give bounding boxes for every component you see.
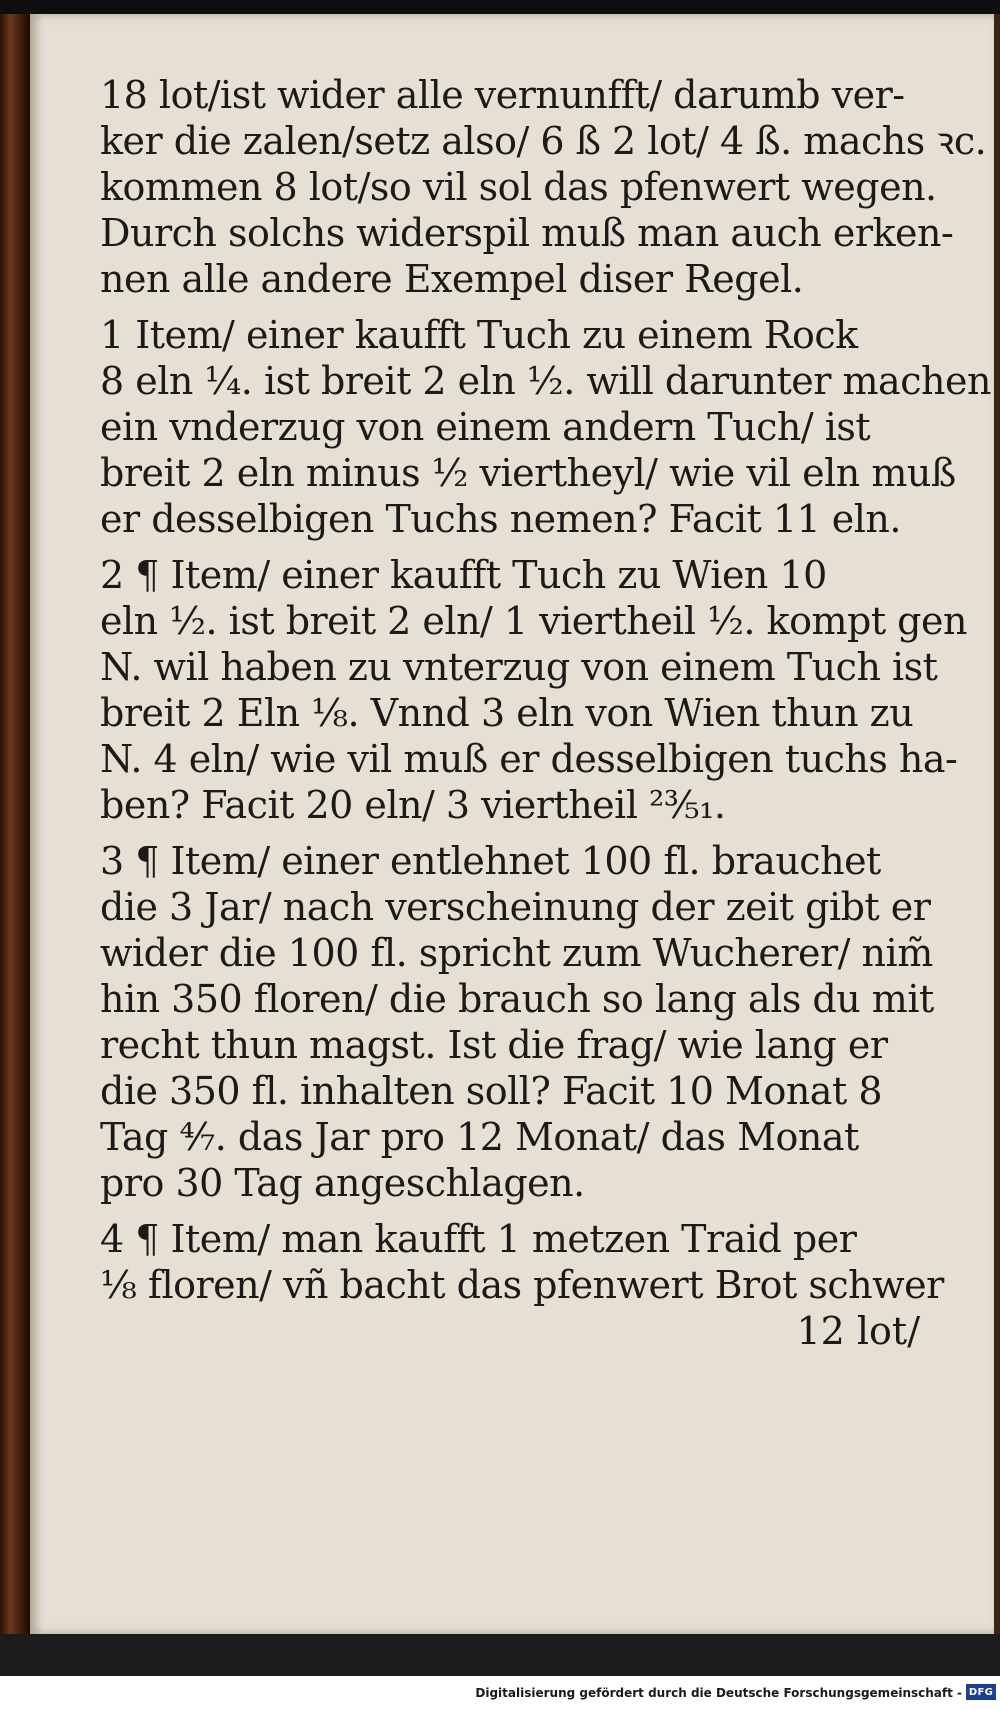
item-2-paragraph (100, 552, 967, 828)
page-right-edge (994, 14, 1000, 1634)
text-line: pro 30 Tag angeschlagen. (100, 1161, 585, 1205)
text-line: breit 2 Eln ⅛. Vnnd 3 eln von Wien thun zu (100, 691, 914, 735)
text-line: ben? Facit 20 eln/ 3 viertheil ²³⁄₅₁. (100, 783, 726, 827)
text-line: 8 eln ¼. ist breit 2 eln ½. will darunter machen (100, 359, 991, 403)
text-line: hin 350 floren/ die brauch so lang als du mit (100, 977, 934, 1021)
text-line: N. 4 eln/ wie vil muß er desselbigen tuchs ha- (100, 737, 958, 781)
book-spine-edge (0, 14, 30, 1634)
text-line: kommen 8 lot/so vil sol das pfenwert wegen. (100, 165, 937, 209)
item-3-paragraph (100, 838, 960, 1206)
text-line: Tag ⁴⁄₇. das Jar pro 12 Monat/ das Monat (100, 1115, 859, 1159)
intro-paragraph (100, 72, 987, 302)
catchword: 12 lot/ (796, 1309, 920, 1353)
digitization-footer (0, 1676, 1000, 1711)
text-line: breit 2 eln minus ½ viertheyl/ wie vil eln muß (100, 451, 956, 495)
text-line: die 3 Jar/ nach verscheinung der zeit gibt er (100, 885, 931, 929)
text-line: 18 lot/ist wider alle vernunfft/ darumb ver- (100, 73, 905, 117)
page-text (100, 72, 991, 1354)
text-line: er desselbigen Tuchs nemen? Facit 11 eln. (100, 497, 901, 541)
footer-credit: Digitalisierung gefördert durch die Deutsche Forschungsgemeinschaft - (475, 1686, 962, 1700)
text-line: ein vnderzug von einem andern Tuch/ ist (100, 405, 871, 449)
text-line: nen alle andere Exempel diser Regel. (100, 257, 804, 301)
scan-bottom-border (0, 1634, 1000, 1676)
text-line: 3 ¶ Item/ einer entlehnet 100 fl. brauchet (100, 839, 881, 883)
text-line: eln ½. ist breit 2 eln/ 1 viertheil ½. kompt gen (100, 599, 967, 643)
item-4-paragraph (100, 1216, 960, 1308)
text-line: 2 ¶ Item/ einer kaufft Tuch zu Wien 10 (100, 553, 827, 597)
text-line: wider die 100 fl. spricht zum Wucherer/ nim̃ (100, 931, 933, 975)
text-line: Durch solchs widerspil muß man auch erken- (100, 211, 954, 255)
text-line: 1 Item/ einer kaufft Tuch zu einem Rock (100, 313, 858, 357)
text-line: ⅛ floren/ vñ bacht das pfenwert Brot schwer (100, 1263, 944, 1307)
text-line: 4 ¶ Item/ man kaufft 1 metzen Traid per (100, 1217, 857, 1261)
text-line: ker die zalen/setz also/ 6 ß 2 lot/ 4 ß. machs ꝛc. (100, 119, 987, 163)
text-line: die 350 fl. inhalten soll? Facit 10 Monat 8 (100, 1069, 882, 1113)
item-1-paragraph (100, 312, 991, 542)
dfg-logo-icon: DFG (966, 1684, 996, 1700)
text-line: recht thun magst. Ist die frag/ wie lang er (100, 1023, 888, 1067)
text-line: N. wil haben zu vnterzug von einem Tuch ist (100, 645, 938, 689)
scan-top-border (0, 0, 1000, 14)
